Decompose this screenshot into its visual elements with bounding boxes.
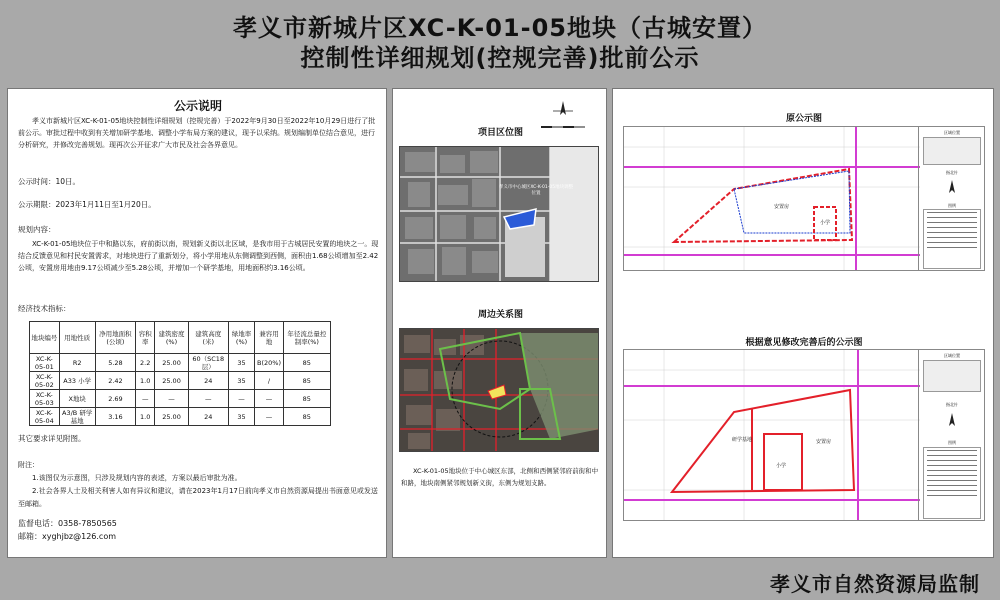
table-header: 建筑密度(%) xyxy=(155,322,188,354)
north-arrow-icon xyxy=(943,412,961,430)
resettlement-label: 安置房 xyxy=(774,204,790,210)
school-label: 小学 xyxy=(820,220,831,226)
table-header: 年径流总量控制率(%) xyxy=(283,322,330,354)
table-cell: A3/B 研学基地 xyxy=(59,408,95,426)
plan-panel xyxy=(612,88,994,558)
table-cell: 2.42 xyxy=(95,372,135,390)
location-map xyxy=(399,146,599,282)
page-footer xyxy=(0,560,1000,600)
study-base-label: 研学基地 xyxy=(732,437,753,443)
original-plan-graphic xyxy=(624,127,920,271)
table-cell: XC-K-05-04 xyxy=(30,408,60,426)
north-arrow-icon xyxy=(943,179,961,197)
table-cell: 2.69 xyxy=(95,390,135,408)
location-map-label: 孝义市中心城区XC-K-01-05地块调整位置 xyxy=(498,185,574,196)
table-cell: 3.16 xyxy=(95,408,135,426)
table-cell: XC-K-05-02 xyxy=(30,372,60,390)
table-cell: — xyxy=(155,390,188,408)
table-row xyxy=(30,390,331,408)
table-cell: XC-K-05-03 xyxy=(30,390,60,408)
table-cell: A33 小学 xyxy=(59,372,95,390)
notice-dates: 公示期限：2023年1月11日至1月20日。 xyxy=(18,200,156,209)
page-header xyxy=(0,0,1000,74)
table-row xyxy=(30,354,331,372)
school-label-revised: 小学 xyxy=(776,463,787,469)
table-header-row xyxy=(30,322,331,354)
surrounding-description: XC-K-01-05地块位于中心城区东部，北侧和西侧紧邻府前街和中和路，地块南侧紧邻规划新义街，东侧为规划支路。 xyxy=(401,467,599,487)
indicators-label: 经济技术指标： xyxy=(18,304,71,313)
table-cell: 85 xyxy=(283,408,330,426)
table-cell: — xyxy=(188,390,228,408)
notice-intro: 孝义市新城片区XC-K-01-05地块控制性详细规划（控规完善）于2022年9月30日至2022年10月29日进行了批前公示。审批过程中收到有关增加研学基地、调整小学布局方案的建议，现予以采纳。规划编制单位结合意见，进行分析研究，并修改完善规划。现再次公开征求广大市民及社会各界意见。 xyxy=(18,117,376,149)
resettlement-label-revised: 安置房 xyxy=(816,439,832,445)
revised-plan-graphic xyxy=(624,350,920,521)
table-cell: 85 xyxy=(283,354,330,372)
page-title-line2: 控制性详细规划(控规完善)批前公示 xyxy=(300,44,700,72)
location-panel xyxy=(392,88,607,558)
legend-box xyxy=(923,209,981,269)
table-row xyxy=(30,372,331,390)
indicators-table xyxy=(29,321,331,426)
table-cell: / xyxy=(255,372,283,390)
supervising-organization: 孝义市自然资源局监制 xyxy=(770,572,980,596)
table-cell: 35 xyxy=(228,408,255,426)
table-cell: 25.00 xyxy=(155,372,188,390)
table-header: 地块编号 xyxy=(30,322,60,354)
table-cell: 1.0 xyxy=(136,372,155,390)
original-plan-map xyxy=(623,126,985,271)
table-cell: — xyxy=(228,390,255,408)
table-cell: — xyxy=(255,390,283,408)
legend-label: 图例 xyxy=(948,440,956,445)
surrounding-map xyxy=(399,328,599,452)
table-cell: B(20%) xyxy=(255,354,283,372)
supervision-phone: 监督电话：0358-7850565 xyxy=(18,519,117,528)
legend-label: 图例 xyxy=(948,203,956,208)
region-location-label: 区域位置 xyxy=(944,353,960,358)
note-1: 1.该图仅为示意图，只涉及规划内容的表述，方案以最后审批为准。 xyxy=(32,474,242,482)
revised-side-panel xyxy=(918,350,984,520)
table-cell: 24 xyxy=(188,408,228,426)
notes-section xyxy=(18,459,380,543)
table-cell: 35 xyxy=(228,354,255,372)
table-header: 容积率 xyxy=(136,322,155,354)
table-cell: XC-K-05-01 xyxy=(30,354,60,372)
page-title-line1: 孝义市新城片区XC-K-01-05地块（古城安置） xyxy=(232,14,767,42)
table-cell: 35 xyxy=(228,372,255,390)
north-arrow-label: 指北针 xyxy=(946,170,958,175)
table-header: 净用地面积(公顷) xyxy=(95,322,135,354)
table-cell: X地块 xyxy=(59,390,95,408)
location-map-title: 项目区位图 xyxy=(477,128,523,138)
note-2: 2.社会各界人士及相关利害人如有异议和建议，请在2023年1月17日前向孝义市自然资源局提出书面意见或发送至邮箱。 xyxy=(18,487,378,508)
original-side-panel xyxy=(918,127,984,270)
table-header: 建筑高度(米) xyxy=(188,322,228,354)
plan-content: XC-K-01-05地块位于中和路以东，府前街以南，规划新义街以北区域，是我市用于古城居民安置的地块之一。现结合反馈意见和村民安置需求，对地块进行了重新划分，将小学用地从东侧调整到西侧，面积由1.68公顷增加至2.42公顷，安置房用地由9.17公顷减少至5.28公顷，并增加一个研学基地，用地面积约3.16公顷。 xyxy=(18,240,379,272)
table-cell: 5.28 xyxy=(95,354,135,372)
north-arrow-label: 指北针 xyxy=(946,402,958,407)
notice-panel xyxy=(7,88,387,558)
notice-title: 公示说明 xyxy=(173,99,222,113)
table-cell: 85 xyxy=(283,390,330,408)
table-cell: — xyxy=(136,390,155,408)
original-plan-title: 原公示图 xyxy=(785,114,822,124)
region-location-label: 区域位置 xyxy=(944,130,960,135)
table-cell: 60（SC18层） xyxy=(188,354,228,372)
content-label: 规划内容： xyxy=(18,225,56,234)
table-cell: 1.0 xyxy=(136,408,155,426)
table-cell: 24 xyxy=(188,372,228,390)
other-requirements: 其它要求详见附图。 xyxy=(18,434,86,443)
table-cell: 25.00 xyxy=(155,408,188,426)
table-cell: R2 xyxy=(59,354,95,372)
table-row xyxy=(30,408,331,426)
table-cell: 85 xyxy=(283,372,330,390)
location-map-graphic xyxy=(400,147,599,282)
contact-email: 邮箱：xyghjbz@126.com xyxy=(18,532,117,541)
revised-plan-map xyxy=(623,349,985,521)
legend-box xyxy=(923,447,981,519)
table-header: 用地性质 xyxy=(59,322,95,354)
surrounding-map-title: 周边关系图 xyxy=(477,310,523,320)
table-cell: — xyxy=(255,408,283,426)
table-cell: 2.2 xyxy=(136,354,155,372)
table-cell: 25.00 xyxy=(155,354,188,372)
notes-label: 附注： xyxy=(18,461,39,469)
region-minimap xyxy=(923,137,981,165)
region-minimap xyxy=(923,360,981,392)
table-header: 绿地率(%) xyxy=(228,322,255,354)
table-header: 兼容用地 xyxy=(255,322,283,354)
revised-plan-title: 根据意见修改完善后的公示图 xyxy=(745,338,863,348)
surrounding-map-graphic xyxy=(400,329,599,452)
notice-period: 公示时间：10日。 xyxy=(18,177,81,186)
